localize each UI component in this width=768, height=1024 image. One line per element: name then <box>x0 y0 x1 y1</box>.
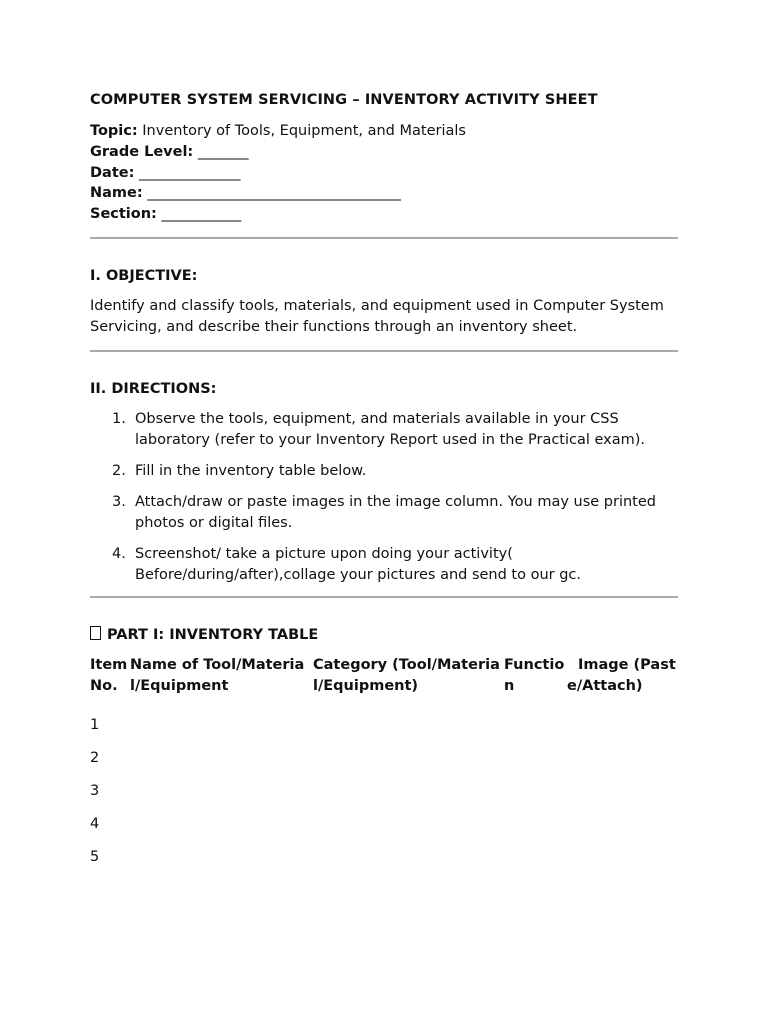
table-row <box>90 841 678 874</box>
topic-label: Topic: <box>90 123 138 139</box>
image-cell[interactable] <box>567 697 678 742</box>
direction-number: 4. <box>112 545 126 562</box>
section-blank[interactable]: ___________ <box>156 206 242 223</box>
date-blank[interactable]: ______________ <box>134 164 241 181</box>
divider <box>90 596 678 598</box>
column-header-item-no: Item No. <box>90 656 128 694</box>
column-header-category: Category (Tool/Material/Equipment) <box>313 656 500 694</box>
directions-heading: II. DIRECTIONS: <box>90 380 217 397</box>
direction-text: Screenshot/ take a picture upon doing your activity( Before/during/after),collage your pictures and send to our gc. <box>135 545 582 583</box>
section-label: Section: <box>90 206 157 223</box>
item-number-cell: 2 <box>90 749 100 766</box>
directions-list <box>90 409 678 586</box>
table-header-row <box>90 655 678 697</box>
direction-item <box>90 461 678 482</box>
item-number-cell: 5 <box>90 848 100 865</box>
part1-heading-text: PART I: INVENTORY TABLE <box>107 626 319 643</box>
direction-item <box>90 544 678 586</box>
image-cell[interactable] <box>567 841 678 874</box>
objective-heading: I. OBJECTIVE: <box>90 267 198 284</box>
objective-text: Identify and classify tools, materials, and equipment used in Computer System Servicing, and describe their functions through an inventory sheet. <box>90 297 664 335</box>
date-label: Date: <box>90 164 135 181</box>
category-cell[interactable] <box>313 841 504 874</box>
function-cell[interactable] <box>504 841 567 874</box>
category-cell[interactable] <box>313 742 504 775</box>
function-cell[interactable] <box>504 808 567 841</box>
column-header-function: Function <box>504 656 565 694</box>
table-row <box>90 742 678 775</box>
inventory-table <box>90 655 678 874</box>
item-number-cell: 4 <box>90 815 100 832</box>
image-cell[interactable] <box>567 742 678 775</box>
topic-line <box>90 121 678 142</box>
function-cell[interactable] <box>504 742 567 775</box>
name-blank[interactable]: ___________________________________ <box>142 185 402 202</box>
item-number-cell: 3 <box>90 782 100 799</box>
direction-text: Attach/draw or paste images in the image column. You may use printed photos or digital files. <box>135 493 656 531</box>
table-row <box>90 808 678 841</box>
grade-level-label: Grade Level: <box>90 143 194 160</box>
category-cell[interactable] <box>313 808 504 841</box>
function-cell[interactable] <box>504 775 567 808</box>
name-cell[interactable] <box>130 808 313 841</box>
missing-glyph-icon <box>90 626 101 640</box>
name-line <box>90 183 678 204</box>
category-cell[interactable] <box>313 775 504 808</box>
direction-text: Observe the tools, equipment, and materials available in your CSS laboratory (refer to your Inventory Report used in the Practical exam). <box>135 410 646 448</box>
topic-value: Inventory of Tools, Equipment, and Materials <box>137 123 466 139</box>
image-cell[interactable] <box>567 775 678 808</box>
part1-heading <box>90 625 678 646</box>
direction-number: 3. <box>112 493 126 510</box>
image-cell[interactable] <box>567 808 678 841</box>
divider <box>90 350 678 352</box>
name-cell[interactable] <box>130 775 313 808</box>
column-header-name: Name of Tool/Material/Equipment <box>130 656 305 694</box>
document-title: COMPUTER SYSTEM SERVICING – INVENTORY ACTIVITY SHEET <box>90 92 598 108</box>
name-label: Name: <box>90 185 143 202</box>
direction-number: 1. <box>112 410 126 427</box>
divider <box>90 237 678 239</box>
item-number-cell: 1 <box>90 716 100 733</box>
grade-level-blank[interactable]: _______ <box>193 143 249 160</box>
direction-item <box>90 492 678 534</box>
section-line <box>90 204 678 225</box>
activity-sheet <box>90 90 678 874</box>
category-cell[interactable] <box>313 697 504 742</box>
direction-number: 2. <box>112 462 126 479</box>
name-cell[interactable] <box>130 841 313 874</box>
column-header-image: Image (Paste/Attach) <box>567 656 676 694</box>
grade-level-line <box>90 142 678 163</box>
name-cell[interactable] <box>130 742 313 775</box>
name-cell[interactable] <box>130 697 313 742</box>
table-row <box>90 775 678 808</box>
direction-text: Fill in the inventory table below. <box>135 462 367 479</box>
direction-item <box>90 409 678 451</box>
function-cell[interactable] <box>504 697 567 742</box>
table-row <box>90 697 678 742</box>
date-line <box>90 163 678 184</box>
